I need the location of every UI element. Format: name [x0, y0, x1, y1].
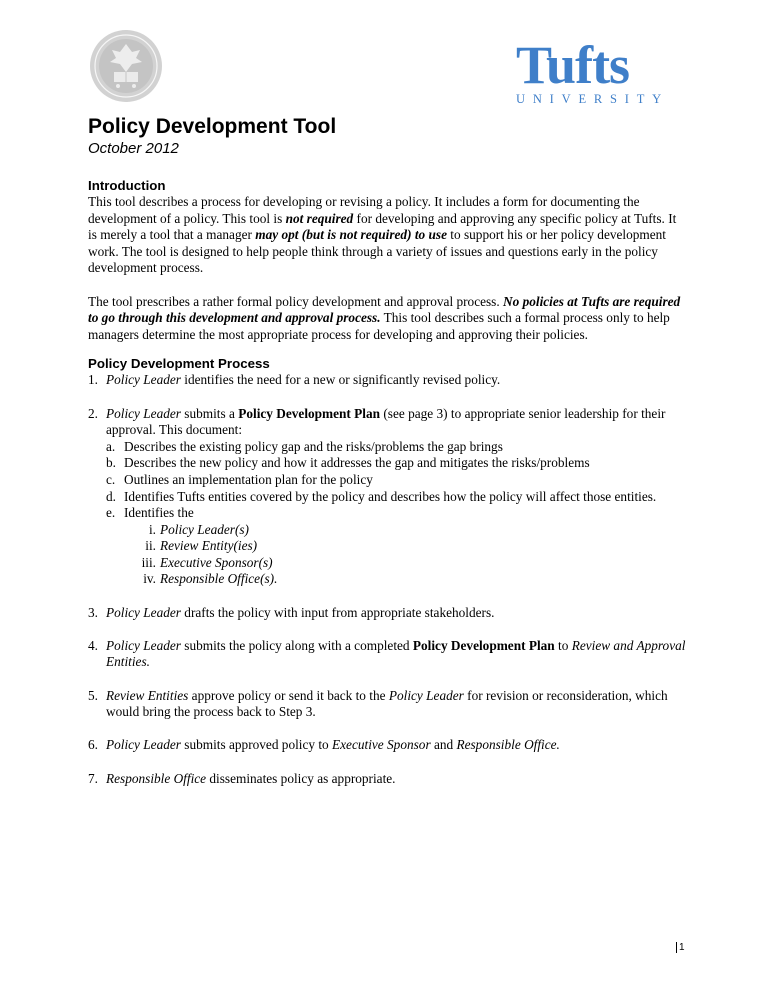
list-item: 4. Policy Leader submits the policy along with a completed Policy Development Plan to Review and Approval Entities.	[88, 637, 686, 670]
roman-list	[124, 522, 688, 588]
list-item: 6. Policy Leader submits approved policy to Executive Sponsor and Responsible Office.	[88, 737, 560, 753]
list-item: 2. Policy Leader submits a Policy Development Plan (see page 3) to appropriate senior leadership for their approval. This document: a. Describes the existing policy gap and the risks/problems the gap brings b. Describes the new policy and how it addresses the gap and mitigates the risks/problems c. Outlines an implementation plan for the policy d. Identifies Tufts entities covered by the policy and describes how the policy will affect those entities. e. Identifies the i. Policy Leader(s) ii. Review Entity(ies) iii. Executive Sponsor(s) iv. Responsible Office(s).	[88, 406, 688, 589]
tufts-logo	[516, 35, 669, 106]
list-item: i. Policy Leader(s)	[148, 521, 249, 537]
list-item: e. Identifies the i. Policy Leader(s) ii. Review Entity(ies) iii. Executive Sponsor(s) iv. Responsible Office(s).	[106, 505, 688, 588]
list-item: iii. Executive Sponsor(s)	[141, 554, 273, 570]
intro-heading: Introduction	[88, 178, 166, 193]
sub-list	[106, 439, 688, 588]
university-seal-icon	[88, 28, 164, 104]
page-number: 1	[676, 942, 685, 953]
process-heading: Policy Development Process	[88, 356, 270, 372]
list-item: 7. Responsible Office disseminates policy as appropriate.	[88, 770, 396, 786]
document-body	[88, 114, 688, 804]
process-steps	[88, 372, 688, 787]
list-item: iv. Responsible Office(s).	[143, 571, 278, 587]
intro-paragraph-2: The tool prescribes a rather formal policy development and approval process. No policies at Tufts are required to go through this development and approval process. This tool describes such a formal process only to help managers determine the most appropriate process for developing and approving their policies.	[88, 293, 681, 342]
intro-paragraph-1: This tool describes a process for developing or revising a policy. It includes a form for documenting the development of a policy. This tool is not required for developing and approving any specific policy at Tufts. It is merely a tool that a manager may opt (but is not required) to use to support his or her policy development work. The tool is designed to help people think through a variety of issues and questions early in the policy development process.	[88, 194, 677, 276]
list-item: ii. Review Entity(ies)	[145, 538, 258, 554]
list-item: 3. Policy Leader drafts the policy with input from appropriate stakeholders.	[88, 604, 495, 620]
list-item: 1. Policy Leader identifies the need for a new or significantly revised policy.	[88, 372, 501, 388]
logo-wordmark: Tufts	[516, 35, 630, 95]
list-item: c. Outlines an implementation plan for the policy	[106, 471, 373, 487]
list-item: a. Describes the existing policy gap and the risks/problems the gap brings	[106, 438, 503, 454]
list-item: d. Identifies Tufts entities covered by the policy and describes how the policy will affect those entities.	[106, 488, 657, 504]
logo-subtitle: UNIVERSITY	[516, 92, 669, 106]
document-date: October 2012	[88, 140, 179, 157]
list-item: 5. Review Entities approve policy or send it back to the Policy Leader for revision or reconsideration, which would bring the process back to Step 3.	[88, 687, 668, 720]
list-item: b. Describes the new policy and how it addresses the gap and mitigates the risks/problems	[106, 455, 590, 471]
page-title: Policy Development Tool	[88, 115, 337, 138]
